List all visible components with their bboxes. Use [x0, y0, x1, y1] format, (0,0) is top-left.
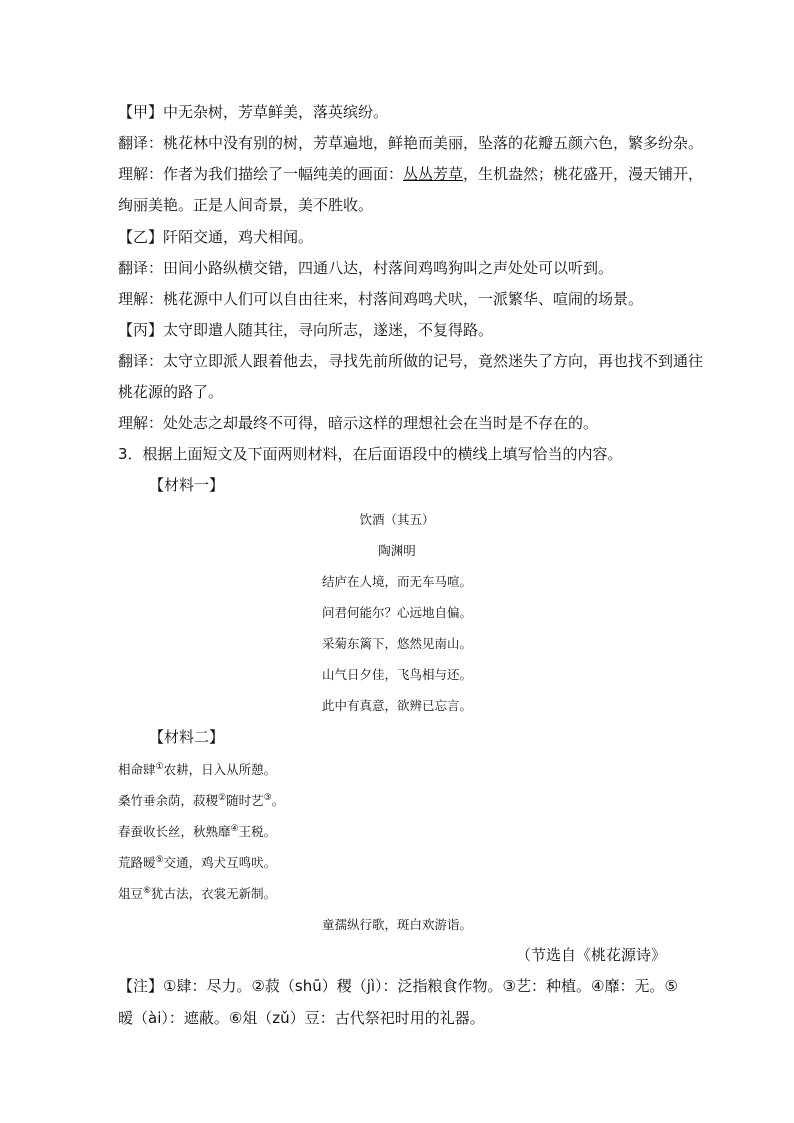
material2-source: （节选自《桃花源诗》 — [515, 946, 666, 964]
material2-line: 桑竹垂余荫，菽稷②随时艺③。 — [118, 793, 285, 808]
jia-source: 【甲】中无杂树，芳草鲜美，落英缤纷。 — [118, 103, 389, 121]
poem-line: 结庐在人境，而无车马喧。 — [321, 574, 472, 589]
yi-translation: 翻译：田间小路纵横交错，四通八达，村落间鸡鸣狗叫之声处处可以听到。 — [118, 259, 614, 277]
jia-understanding-line2: 绚丽美艳。正是人间奇景，美不胜收。 — [118, 196, 374, 214]
material1-heading: 【材料一】 — [149, 476, 225, 494]
jia-understanding-post: ，生机盎然；桃花盛开，漫天铺开， — [463, 165, 704, 183]
question-3: 3．根据上面短文及下面两则材料，在后面语段中的横线上填写恰当的内容。 — [118, 445, 623, 463]
material2-line: 相命肆①农耕，日入从所憩。 — [118, 762, 277, 777]
material2-heading: 【材料二】 — [149, 728, 225, 746]
material2-line: 童孺纵行歌，斑白欢游诣。 — [321, 917, 472, 932]
poem-line: 山气日夕佳，飞鸟相与还。 — [321, 667, 472, 682]
material2-line: 荒路暧⑤交通，鸡犬互鸣吠。 — [118, 855, 277, 870]
jia-understanding — [118, 164, 703, 184]
notes-line2: 暧（ài）：遮蔽。⑥俎（zǔ）豆：古代祭祀时用的礼器。 — [118, 1009, 485, 1027]
material2-line: 春蚕收长丝，秋熟靡④王税。 — [118, 824, 277, 839]
bing-translation-line1: 翻译：太守立即派人跟着他去，寻找先前所做的记号，竟然迷失了方向，再也找不到通往 — [118, 352, 704, 370]
bing-source: 【丙】太守即遣人随其往，寻向所志，遂迷，不复得路。 — [118, 321, 494, 339]
poem-line: 采菊东篱下，悠然见南山。 — [321, 636, 472, 651]
yi-source: 【乙】阡陌交通，鸡犬相闻。 — [118, 228, 314, 246]
material2-line: 俎豆⑥犹古法，衣裳无新制。 — [118, 886, 277, 901]
notes-line1: 【注】①肆：尽力。②菽（shū）稷（jì）：泛指粮食作物。③艺：种植。④靡：无。⑤ — [118, 977, 678, 995]
yi-understanding: 理解：桃花源中人们可以自由往来，村落间鸡鸣犬吠，一派繁华、喧闹的场景。 — [118, 290, 644, 308]
jia-understanding-pre: 理解：作者为我们描绘了一幅纯美的画面： — [118, 165, 404, 183]
poem-line: 问君何能尔？心远地自偏。 — [321, 605, 472, 620]
poem-title: 饮酒（其五） — [359, 512, 435, 527]
poem-line: 此中有真意，欲辨已忘言。 — [321, 698, 472, 713]
jia-understanding-underlined: 丛丛芳草 — [403, 165, 464, 183]
bing-understanding: 理解：处处志之却最终不可得，暗示这样的理想社会在当时是不存在的。 — [118, 414, 599, 432]
poem-author: 陶渊明 — [378, 543, 416, 558]
jia-translation: 翻译：桃花林中没有别的树，芳草遍地，鲜艳而美丽，坠落的花瓣五颜六色，繁多纷杂。 — [118, 134, 704, 152]
bing-translation-line2: 桃花源的路了。 — [118, 383, 224, 401]
